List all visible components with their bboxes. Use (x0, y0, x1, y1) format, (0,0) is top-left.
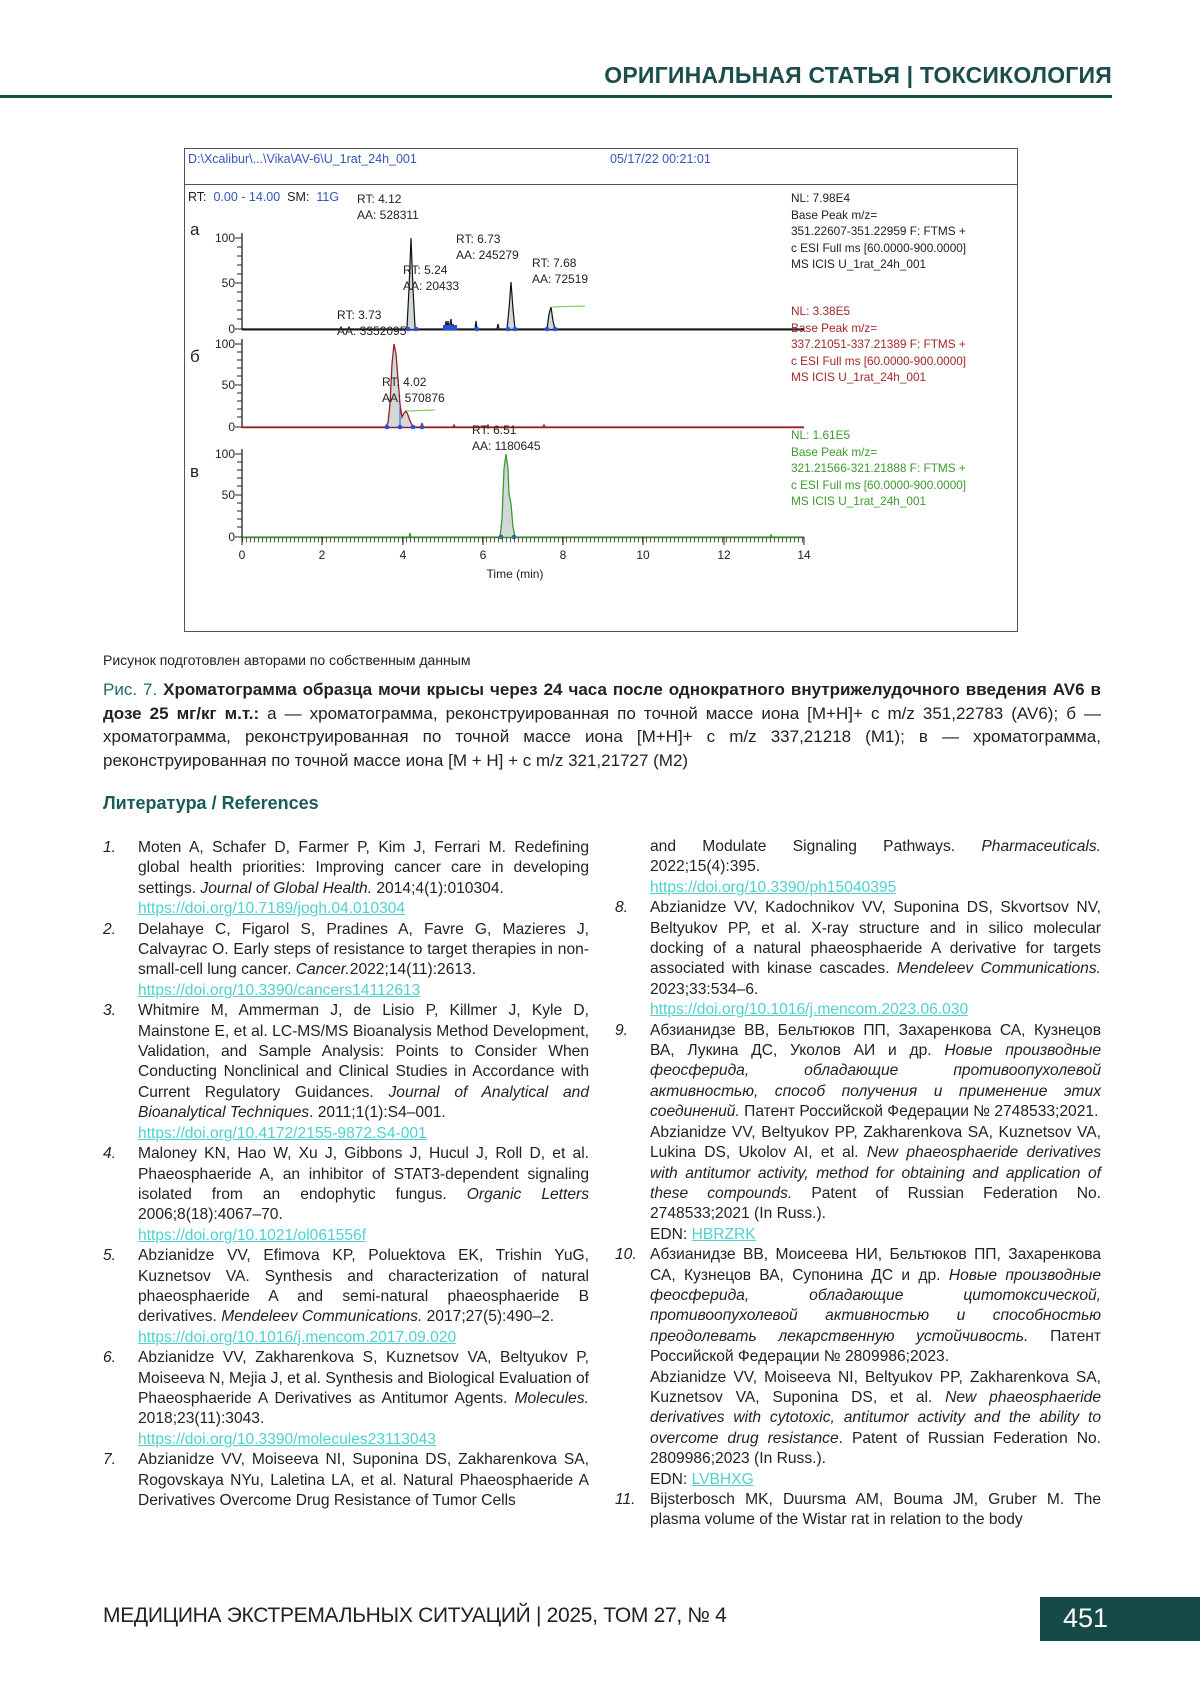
svg-text:100: 100 (214, 231, 235, 245)
svg-text:0: 0 (238, 548, 246, 562)
acquisition-datetime: 05/17/22 00:21:01 (610, 152, 711, 166)
header-rule (0, 95, 1112, 98)
reference-item: 2. Delahaye C, Figarol S, Pradines A, Favre G, Mazieres J, Calvayrac O. Early steps of resistance to target therapies in non-small-cell lung cancer. Cancer.2022;14(11):2613. https://doi.org/10.3390/cancers14112613 (103, 920, 589, 1002)
panel-c-info: NL: 1.61E5 Base Peak m/z= 321.21566-321.21888 F: FTMS + c ESI Full ms [60.0000-900.0000] MS ICIS U_1rat_24h_001 (791, 428, 967, 508)
panel-label-a: а (190, 220, 200, 239)
doi-link[interactable]: https://doi.org/10.3390/molecules23113043 (138, 1430, 436, 1448)
svg-text:RT: 4.12: RT: 4.12 (357, 192, 402, 206)
svg-text:RT: 7.68: RT: 7.68 (532, 256, 577, 270)
svg-text:12: 12 (717, 548, 731, 562)
figure-caption (103, 678, 1101, 772)
svg-text:RT: 4.02: RT: 4.02 (382, 375, 427, 389)
doi-link[interactable]: https://doi.org/10.1021/ol061556f (138, 1226, 367, 1244)
svg-text:50: 50 (221, 378, 235, 392)
caption-title: Хроматограмма образца мочи крысы через 24 часа после однократного внутрижелудочного введения AV6 в дозе 25 мг/кг м.т.: (103, 680, 1101, 723)
journal-footer: МЕДИЦИНА ЭКСТРЕМАЛЬНЫХ СИТУАЦИЙ | 2025, ТОМ 27, № 4 (103, 1604, 727, 1627)
svg-text:8: 8 (559, 548, 567, 562)
svg-text:AA: 3352095: AA: 3352095 (337, 324, 407, 338)
svg-text:100: 100 (214, 447, 235, 461)
doi-link[interactable]: https://doi.org/10.3390/ph15040395 (650, 878, 897, 896)
svg-text:AA: 528311: AA: 528311 (357, 208, 419, 222)
caption-text: а — хроматограмма, реконструированная по точной массе иона [M+H]+ c m/z 351,22783 (AV6); б — хроматограмма, реконструированная по точной массе иона [M+H]+ c m/z 337,21218 (M1); в — хроматограмма, реконструированная по точной массе иона [M + H] + c m/z 321,21727 (M2) (103, 703, 1101, 770)
references-left-column (103, 838, 589, 1511)
trace-panel-b (242, 344, 804, 427)
reference-item: 3. Whitmire M, Ammerman J, de Lisio P, Killmer J, Kyle D, Mainstone E, et al. LC-MS/MS Bioanalysis Method Development, Validation, and Sample Analysis: Points to Consider When Conducting Nonclinical and Clinical Studies in Accordance with Current Regulatory Guidances. Journal of Analytical and Bioanalytical Techniques. 2011;1(1):S4–001. https://doi.org/10.4172/2155-9872.S4-001 (103, 1001, 589, 1144)
svg-text:100: 100 (214, 337, 235, 351)
reference-item: 6. Abzianidze VV, Zakharenkova S, Kuznetsov VA, Beltyukov P, Moiseeva N, Mejia J, et al. Synthesis and Biological Evaluation of Phaeosphaeride A Derivatives as Antitumor Agents. Molecules. 2018;23(11):3043. https://doi.org/10.3390/molecules23113043 (103, 1348, 589, 1450)
svg-text:0: 0 (228, 322, 235, 336)
svg-text:6: 6 (479, 548, 487, 562)
page-number-box (1040, 1597, 1200, 1641)
reference-item: 7. Abzianidze VV, Moiseeva NI, Suponina DS, Zakharenkova SA, Rogovskaya NYu, Laletina LA, et al. Natural Phaeosphaeride A Derivatives Overcome Drug Resistance of Tumor Cells (103, 1451, 589, 1509)
svg-text:14: 14 (797, 548, 811, 562)
panel-a-info: NL: 7.98E4 Base Peak m/z= 351.22607-351.22959 F: FTMS + c ESI Full ms [60.0000-900.0000] MS ICIS U_1rat_24h_001 (791, 191, 967, 271)
svg-text:0: 0 (228, 530, 235, 544)
trace-panel-c (242, 454, 804, 537)
panel-label-b: б (190, 347, 200, 366)
reference-item: 4. Maloney KN, Hao W, Xu J, Gibbons J, Hucul J, Roll D, et al. Phaeosphaeride A, an inhibitor of STAT3-dependent signaling isolated from an endophytic fungus. Organic Letters 2006;8(18):4067–70. https://doi.org/10.1021/ol061556f (103, 1144, 589, 1246)
doi-link[interactable]: https://doi.org/10.7189/jogh.04.010304 (138, 900, 406, 918)
doi-link[interactable]: https://doi.org/10.1016/j.mencom.2017.09.020 (138, 1328, 457, 1346)
section-header: ОРИГИНАЛЬНАЯ СТАТЬЯ | ТОКСИКОЛОГИЯ (604, 62, 1112, 88)
svg-text:AA: 570876: AA: 570876 (382, 391, 445, 405)
svg-text:50: 50 (221, 276, 235, 290)
x-axis-label: Time (min) (486, 567, 544, 581)
doi-link[interactable]: https://doi.org/10.4172/2155-9872.S4-001 (138, 1124, 427, 1142)
svg-text:AA: 20433: AA: 20433 (403, 279, 460, 293)
edn-link[interactable]: LVBHXG (691, 1470, 754, 1488)
figure-source-note: Рисунок подготовлен авторами по собственным данным (103, 652, 471, 668)
svg-text:RT: 6.51: RT: 6.51 (472, 423, 517, 437)
reference-item: 1. Moten A, Schafer D, Farmer P, Kim J, Ferrari M. Redefining global health priorities: Improving cancer care in developing settings. Journal of Global Health. 2014;4(1):010304. https://doi.org/10.7189/jogh.04.010304 (103, 838, 589, 920)
svg-text:RT: 3.73: RT: 3.73 (337, 308, 382, 322)
svg-text:4: 4 (399, 548, 407, 562)
doi-link[interactable]: https://doi.org/10.3390/cancers14112613 (138, 981, 421, 999)
reference-item: 11. Bijsterbosch MK, Duursma AM, Bouma JM, Gruber M. The plasma volume of the Wistar rat in relation to the body (615, 1491, 1101, 1529)
panel-label-c: в (190, 462, 200, 481)
svg-text:0: 0 (228, 420, 235, 434)
reference-item: 10. Абзианидзе ВВ, Моисеева НИ, Бельтюков ПП, Захаренкова СА, Кузнецов ВА, Супонина ДС и др. Новые производные феосферида, обладающие цитотоксической, противоопухолевой активностью и способностью преодолевать лекарственную устойчивость. Патент Российской Федерации № 2809986;2023. Abzianidze VV, Moiseeva NI, Beltyukov PP, Zakharenkova SA, Kuznetsov VA, Suponina DS, et al. New phaeosphaeride derivatives with cytotoxic, antitumor activity and the ability to overcome drug resistance. Patent of Russian Federation No. 2809986;2023 (In Russ.). EDN: LVBHXG (615, 1246, 1101, 1488)
edn-link[interactable]: HBRZRK (691, 1225, 756, 1243)
figure-number: Рис. 7. (103, 680, 158, 699)
reference-continuation: and Modulate Signaling Pathways. Pharmaceuticals. 2022;15(4):395. https://doi.org/10.3390/ph15040395 (615, 837, 1101, 898)
panel-a-axes (242, 233, 804, 330)
doi-link[interactable]: https://doi.org/10.1016/j.mencom.2023.06.030 (650, 1001, 969, 1019)
reference-item: 8. Abzianidze VV, Kadochnikov VV, Suponina DS, Skvortsov NV, Beltyukov PP, et al. X-ray structure and in silico molecular docking of a natural phaeosphaeride A derivative for targets associated with kinase cascades. Mendeleev Communications. 2023;33:534–6. https://doi.org/10.1016/j.mencom.2023.06.030 (615, 898, 1101, 1020)
svg-text:50: 50 (221, 488, 235, 502)
page-number: 451 (1063, 1603, 1109, 1633)
reference-item: 5. Abzianidze VV, Efimova KP, Poluektova EK, Trishin YuG, Kuznetsov VA. Synthesis and characterization of natural phaeosphaeride A and semi-natural phaeosphaeride B derivatives. Mendeleev Communications. 2017;27(5):490–2. https://doi.org/10.1016/j.mencom.2017.09.020 (103, 1246, 589, 1348)
svg-text:RT: 5.24: RT: 5.24 (403, 263, 448, 277)
x-tick-labels (239, 548, 811, 562)
references-heading: Литература / References (103, 793, 319, 813)
reference-item: 9. Абзианидзе ВВ, Бельтюков ПП, Захаренкова СА, Кузнецов ВА, Лукина ДС, Уколов АИ и др. Новые производные феосферида, обладающие противоопухолевой активностью, способ получения и применение этих соединений. Патент Российской Федерации № 2748533;2021. Abzianidze VV, Beltyukov PP, Zakharenkova SA, Kuznetsov VA, Lukina DS, Ukolov AI, et al. New phaeosphaeride derivatives with antitumor activity, method for obtaining and application of these compounds. Patent of Russian Federation No. 2748533;2021 (In Russ.). EDN: HBRZRK (615, 1021, 1102, 1243)
rt-range-line: RT: 0.00 - 14.00 SM: 11G (188, 190, 340, 204)
file-path: D:\Xcalibur\...\Vika\AV-6\U_1rat_24h_001 (188, 152, 417, 166)
trace-panel-a (242, 238, 804, 329)
references-right-column (615, 837, 1101, 1531)
chromatogram-figure (184, 148, 1018, 632)
svg-text:AA: 1180645: AA: 1180645 (472, 439, 541, 453)
panel-b-info: NL: 3.38E5 Base Peak m/z= 337.21051-337.21389 F: FTMS + c ESI Full ms [60.0000-900.0000] MS ICIS U_1rat_24h_001 (791, 304, 967, 384)
svg-text:RT: 6.73: RT: 6.73 (456, 232, 501, 246)
svg-text:AA: 72519: AA: 72519 (532, 272, 589, 286)
svg-text:2: 2 (318, 548, 326, 562)
svg-text:AA: 245279: AA: 245279 (456, 248, 519, 262)
svg-text:10: 10 (636, 548, 650, 562)
